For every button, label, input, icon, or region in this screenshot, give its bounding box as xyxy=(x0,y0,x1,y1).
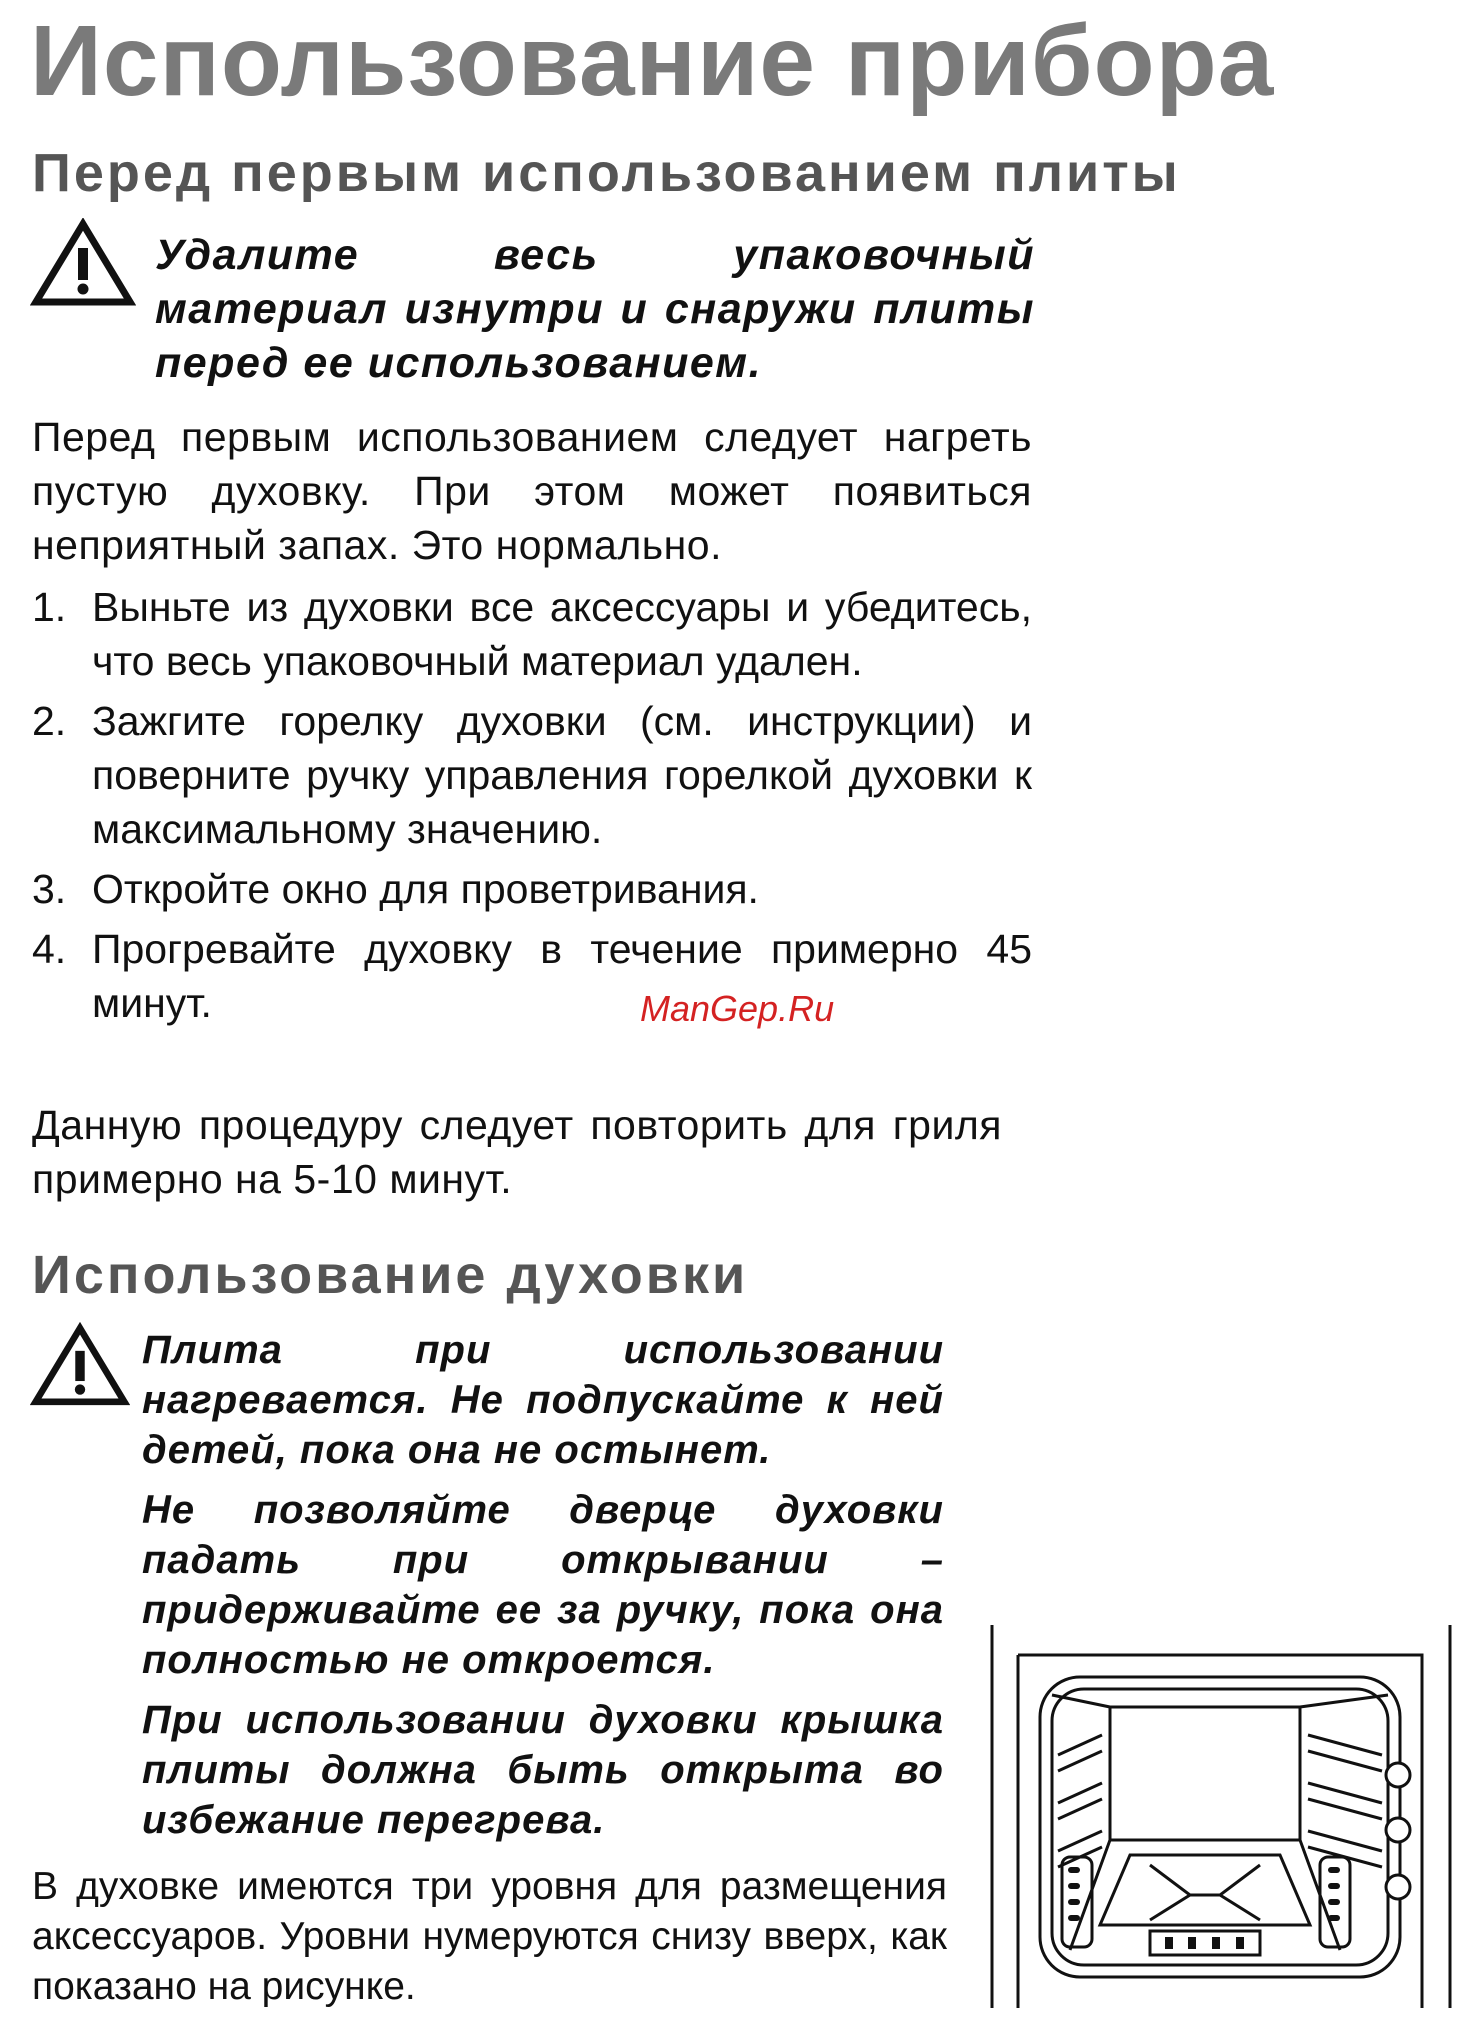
section-heading-first-use: Перед первым использованием плиты xyxy=(32,143,1181,203)
outro-text: Данную процедуру следует повторить для гриля примерно на 5-10 минут. xyxy=(32,1102,1002,1202)
step-text: Выньте из духовки все аксессуары и убедитесь, что весь упаковочный материал удален. xyxy=(92,584,1032,684)
list-item xyxy=(32,862,1032,916)
step-text: Прогревайте духовку в течение примерно 45 минут. xyxy=(92,926,1032,1026)
warning-lid: При использовании духовки крышка плиты должна быть открыта во избежание перегрева. xyxy=(142,1698,944,1842)
oven-interior-illustration xyxy=(990,1625,1452,2010)
warning-hot: Плита при использовании нагревается. Не подпускайте к ней детей, пока она не остынет. xyxy=(142,1328,944,1472)
step-number: 4. xyxy=(32,926,67,972)
steps-list xyxy=(32,580,1032,1036)
intro-paragraph xyxy=(32,410,1032,572)
step-text: Зажгите горелку духовки (см. инструкции) и поверните ручку управления горелкой духовки к максимальному значению. xyxy=(92,698,1032,852)
levels-text: В духовке имеются три уровня для размещения аксессуаров. Уровни нумеруются снизу вверх, как показано на рисунке. xyxy=(32,1865,947,2008)
intro-text: Перед первым использованием следует нагреть пустую духовку. При этом может появиться неприятный запах. Это нормально. xyxy=(32,414,1032,568)
warning-packaging xyxy=(155,228,1035,390)
list-item xyxy=(32,580,1032,688)
warning-door: Не позволяйте дверце духовки падать при открывании – придерживайте ее за ручку, пока она полностью не откроется. xyxy=(142,1488,944,1682)
outro-paragraph xyxy=(32,1098,1002,1206)
watermark: ManGep.Ru xyxy=(640,988,835,1029)
list-item xyxy=(32,922,1032,1030)
list-item xyxy=(32,694,1032,856)
step-number: 1. xyxy=(32,584,67,630)
step-number: 3. xyxy=(32,866,67,912)
warning-packaging-text: Удалите весь упаковочный материал изнутри и снаружи плиты перед ее использованием. xyxy=(155,231,1035,387)
levels-paragraph xyxy=(32,1862,947,2012)
step-number: 2. xyxy=(32,698,67,744)
warning-triangle-icon xyxy=(30,1322,130,1408)
step-text: Откройте окно для проветривания. xyxy=(92,866,759,912)
warning-triangle-icon xyxy=(30,218,136,308)
page-title: Использование прибора xyxy=(30,5,1275,117)
warnings-oven xyxy=(142,1325,944,1845)
section-heading-oven-use: Использование духовки xyxy=(32,1245,749,1305)
